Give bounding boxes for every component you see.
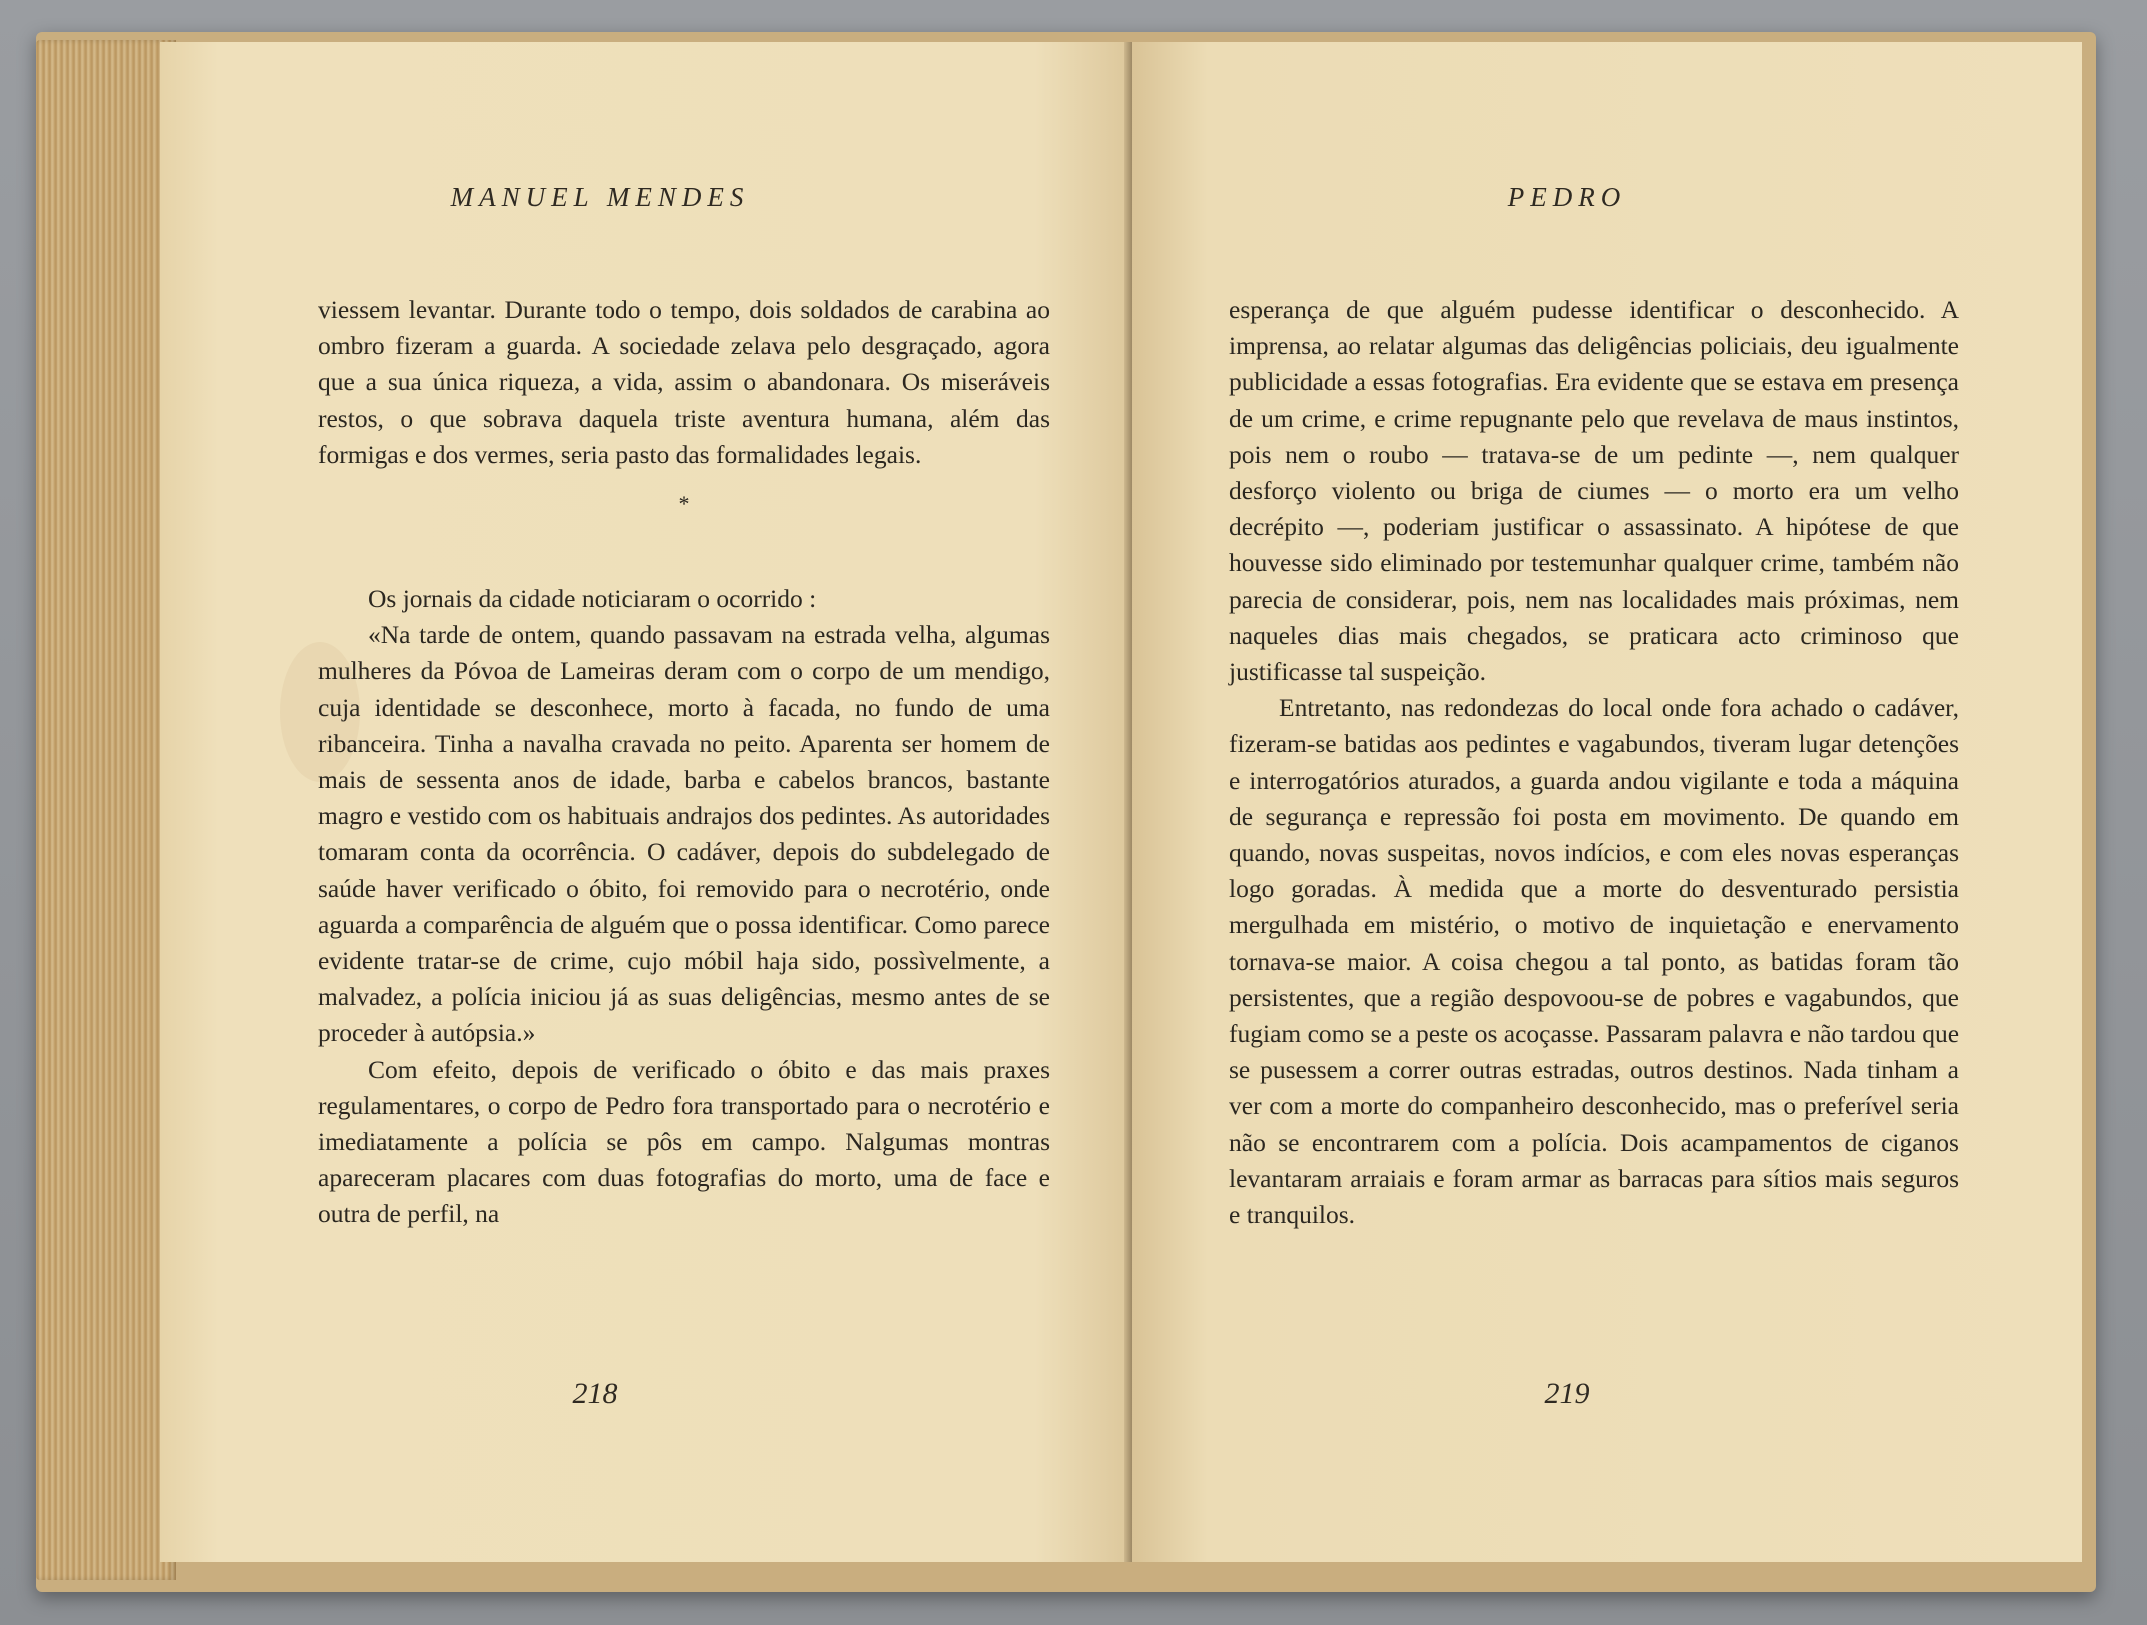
paragraph: Os jornais da cidade noticiaram o ocorrido : [368,584,817,614]
paragraph: «Na tarde de ontem, quando passavam na estrada velha, algumas mulheres da Póvoa de Lameiras deram com o corpo de um mendigo, cuja identidade se desconhece, morto à facada, no fundo de uma ribanceira. Tinha a navalha cravada no peito. Aparenta ser homem de mais de sessenta anos de idade, barba e cabelos brancos, bastante magro e vestido com os habituais andrajos dos pedintes. As autoridades tomaram conta da ocorrência. O cadáver, depois do subdelegado de saúde haver verificado o óbito, foi removido para o necrotério, onde aguarda a comparência de alguém que o possa identificar. Como parece evidente tratar-se de crime, cujo móbil haja sido, possìvelmente, a malvadez, a polícia iniciou já as suas deligências, mesmo antes de se proceder à autópsia.» [318,620,1050,1048]
paragraph: viessem levantar. Durante todo o tempo, dois soldados de carabina ao ombro fizeram a guarda. A sociedade zelava pelo desgraçado, agora que a sua única riqueza, a vida, assim o abandonara. Os miseráveis restos, o que sobrava daquela triste aventura humana, além das formigas e dos vermes, seria pasto das formalidades legais. [318,295,1050,469]
paragraph: Entretanto, nas redondezas do local onde fora achado o cadáver, fizeram-se batidas aos pedintes e vagabundos, tiveram lugar detenções e interrogatórios aturados, a guarda andou vigilante e toda a máquina de segurança e repressão foi posta em movimento. De quando em quando, novas suspeitas, novos indícios, e com eles novas esperanças logo goradas. À medida que a morte do desventurado persistia mergulhada em mistério, o motivo de inquietação e enervamento tornava-se maior. A coisa chegou a tal ponto, as batidas foram tão persistentes, que a região despovoou-se de pobres e vagabundos, que fugiam como se a peste os acoçasse. Passaram palavra e não tardou que se pusessem a correr outras estradas, outros destinos. Nada tinham a ver com a morte do companheiro desconhecido, mas o preferível seria não se encontrarem com a polícia. Dois acampamentos de ciganos levantaram arraiais e foram armar as barracas para sítios mais seguros e tranquilos. [1229,693,1960,1230]
left-text-block [318,292,1050,1233]
page-edges [36,40,176,1580]
running-head-right: PEDRO [1507,182,1627,212]
paragraph: Com efeito, depois de verificado o óbito e das mais praxes regulamentares, o corpo de Pedro fora transportado para o necrotério e imediatamente a polícia se pôs em campo. Nalgumas montras apareceram placares com duas fotografias do morto, uma de face e outra de perfil, na [318,1054,1050,1229]
section-separator: * [678,491,690,517]
page-number-left: 218 [572,1377,618,1410]
left-page [160,42,1132,1562]
page-number-right: 219 [1544,1377,1590,1410]
paragraph: esperança de que alguém pudesse identificar o desconhecido. A imprensa, ao relatar algumas das deligências policiais, deu igualmente publicidade a essas fotografias. Era evidente que se estava em presença de um crime, e crime repugnante pelo que revelava de maus instintos, pois nem o roubo — tratava-se de um pedinte —, nem qualquer desforço violento ou briga de ciumes — o morto era um velho decrépito —, poderiam justificar o assassinato. A hipótese de que houvesse sido eliminado por testemunhar qualquer crime, também não parecia de considerar, pois, nem nas localidades mais próximas, nem naqueles dias mais chegados, se praticara acto criminoso que justificasse tal suspeição. [1229,295,1959,687]
right-text-block [1229,292,1959,1233]
right-page [1132,42,2082,1562]
running-head-left: MANUEL MENDES [450,182,750,212]
